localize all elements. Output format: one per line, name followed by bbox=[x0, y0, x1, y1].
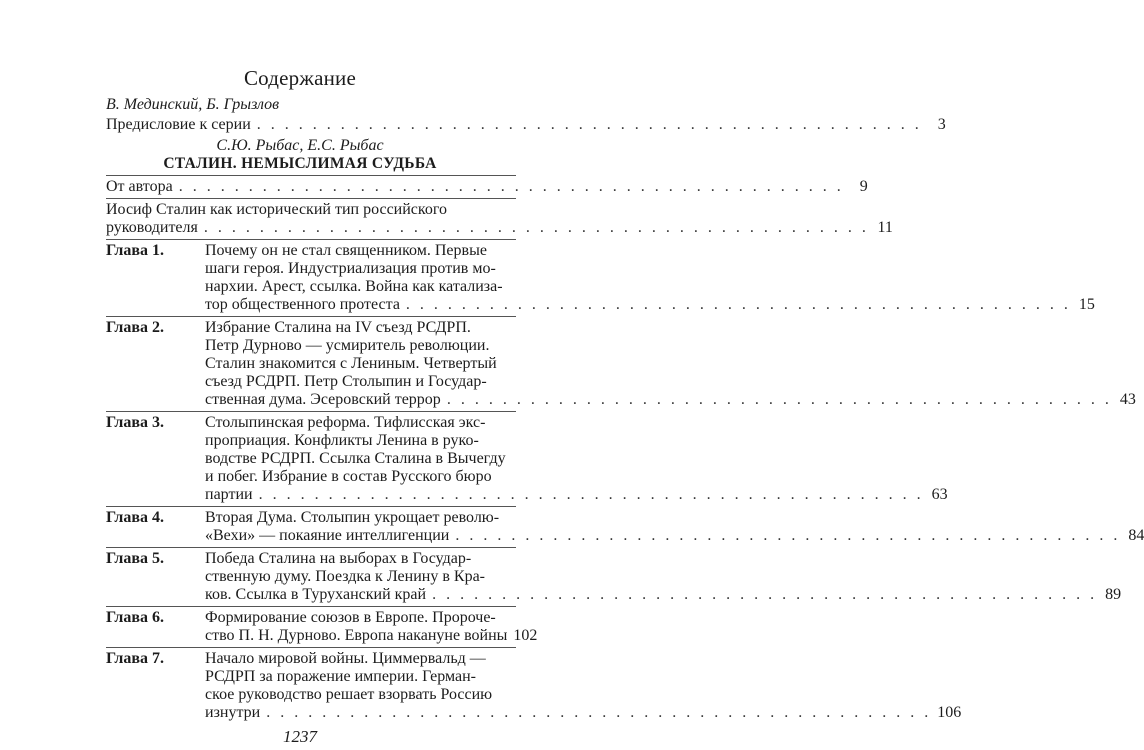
chapter-line: ство П. Н. Дурново. Европа накануне войны bbox=[205, 627, 508, 644]
chapter-line: изнутри bbox=[205, 704, 261, 721]
chapter-line: «Вехи» — покаяние интеллигенции bbox=[205, 527, 450, 544]
chapter-label: Глава 5. bbox=[106, 550, 164, 567]
chapter-line: Петр Дурново — усмиритель революции. bbox=[205, 337, 490, 354]
leader-dots: . . . . . . . . . . . . . . . . . . . . . . . . . . . . . . . . . . . . . . . . . . . . . . . . bbox=[258, 486, 924, 503]
divider bbox=[106, 316, 516, 317]
chapter-label: Глава 2. bbox=[106, 319, 164, 336]
toc-entry-stalin-type[interactable] bbox=[106, 219, 893, 237]
entry-page: 84 bbox=[1128, 527, 1144, 544]
divider bbox=[106, 647, 516, 648]
toc-entry-chapter-3[interactable] bbox=[205, 486, 948, 504]
divider bbox=[106, 606, 516, 607]
chapter-line: проприация. Конфликты Ленина в руко- bbox=[205, 432, 479, 449]
divider bbox=[106, 198, 516, 199]
leader-dots: . . . . . . . . . . . . . . . . . . . . . . . . . . . . . . . . . . . . . . . . . . . . . . . . bbox=[446, 391, 1112, 408]
chapter-line: Формирование союзов в Европе. Пророче- bbox=[205, 609, 496, 626]
toc-entry-chapter-7[interactable] bbox=[205, 704, 962, 722]
entry-page: 11 bbox=[877, 219, 893, 236]
leader-dots: . . . . . . . . . . . . . . . . . . . . . . . . . . . . . . . . . . . . . . . . . . . . . . . . bbox=[266, 704, 932, 721]
chapter-line: ственная дума. Эсеровский террор bbox=[205, 391, 441, 408]
leader-dots: . . . . . . . . . . . . . . . . . . . . . . . . . . . . . . . . . . . . . . . . . . . . . . . . bbox=[455, 527, 1121, 544]
chapter-line: Почему он не стал священником. Первые bbox=[205, 242, 487, 259]
toc-entry-chapter-6[interactable] bbox=[205, 627, 538, 645]
entry-title: руководителя bbox=[106, 219, 198, 236]
leader-dots: . . . . . . . . . . . . . . . . . . . . . . . . . . . . . . . . . . . . . . . . . . . . . . . . bbox=[256, 116, 922, 133]
entry-page: 106 bbox=[937, 704, 962, 721]
page-title: Содержание bbox=[243, 66, 357, 90]
chapter-label: Глава 3. bbox=[106, 414, 164, 431]
divider bbox=[106, 547, 516, 548]
leader-dots: . . . . . . . . . . . . . . . . . . . . . . . . . . . . . . . . . . . . . . . . . . . . . . . . bbox=[178, 178, 844, 195]
toc-entry-chapter-5[interactable] bbox=[205, 586, 1122, 604]
entry-title: От автора bbox=[106, 178, 173, 195]
divider bbox=[106, 506, 516, 507]
chapter-line: ственную думу. Поездка к Ленину в Кра- bbox=[205, 568, 485, 585]
chapter-line: тор общественного протеста bbox=[205, 296, 400, 313]
toc-entry-chapter-1[interactable] bbox=[205, 296, 1095, 314]
toc-entry-chapter-2[interactable] bbox=[205, 391, 1136, 409]
book-authors: С.Ю. Рыбас, Е.С. Рыбас bbox=[216, 137, 384, 154]
entry-page: 15 bbox=[1078, 296, 1095, 313]
chapter-label: Глава 1. bbox=[106, 242, 164, 259]
chapter-line: Избрание Сталина на IV съезд РСДРП. bbox=[205, 319, 471, 336]
chapter-label: Глава 6. bbox=[106, 609, 164, 626]
entry-page: 102 bbox=[513, 627, 538, 644]
entry-title: Предисловие к серии bbox=[106, 116, 251, 133]
book-title: СТАЛИН. НЕМЫСЛИМАЯ СУДЬБА bbox=[163, 155, 437, 172]
chapter-line: съезд РСДРП. Петр Столыпин и Государ- bbox=[205, 373, 487, 390]
chapter-line: шаги героя. Индустриализация против мо- bbox=[205, 260, 496, 277]
intro-authors: В. Мединский, Б. Грызлов bbox=[106, 96, 280, 113]
chapter-line: ское руководство решает взорвать Россию bbox=[205, 686, 493, 703]
chapter-line: Вторая Дума. Столыпин укрощает револю- bbox=[205, 509, 500, 526]
chapter-line: Сталин знакомится с Лениным. Четвертый bbox=[205, 355, 497, 372]
page-number: 1237 bbox=[283, 727, 317, 746]
chapter-label: Глава 7. bbox=[106, 650, 164, 667]
chapter-line: водстве РСДРП. Ссылка Сталина в Вычегду bbox=[205, 450, 506, 467]
toc-entry-preface[interactable] bbox=[106, 116, 946, 134]
divider bbox=[106, 411, 516, 412]
leader-dots: . . . . . . . . . . . . . . . . . . . . . . . . . . . . . . . . . . . . . . . . . . . . . . . . bbox=[432, 586, 1098, 603]
chapter-line: Начало мировой войны. Циммервальд — bbox=[205, 650, 486, 667]
leader-dots: . . . . . . . . . . . . . . . . . . . . . . . . . . . . . . . . . . . . . . . . . . . . . . . . bbox=[405, 296, 1071, 313]
chapter-line: партии bbox=[205, 486, 253, 503]
toc-entry-from-author[interactable] bbox=[106, 178, 868, 196]
chapter-line: и побег. Избрание в состав Русского бюро bbox=[205, 468, 492, 485]
chapter-line: нархии. Арест, ссылка. Война как катализа- bbox=[205, 278, 503, 295]
toc-entry-chapter-4[interactable] bbox=[205, 527, 1144, 545]
entry-page: 63 bbox=[931, 486, 948, 503]
chapter-line: Победа Сталина на выборах в Государ- bbox=[205, 550, 472, 567]
entry-page: 3 bbox=[937, 116, 946, 133]
divider bbox=[106, 239, 516, 240]
leader-dots: . . . . . . . . . . . . . . . . . . . . . . . . . . . . . . . . . . . . . . . . . . . . . . . . bbox=[203, 219, 869, 236]
chapter-line: ков. Ссылка в Туруханский край bbox=[205, 586, 427, 603]
entry-page: 9 bbox=[859, 178, 868, 195]
chapter-line: РСДРП за поражение империи. Герман- bbox=[205, 668, 476, 685]
entry-page: 43 bbox=[1119, 391, 1136, 408]
chapter-line: Столыпинская реформа. Тифлисская экс- bbox=[205, 414, 486, 431]
entry-title-line: Иосиф Сталин как исторический тип российского bbox=[106, 201, 448, 218]
divider bbox=[106, 175, 516, 176]
chapter-label: Глава 4. bbox=[106, 509, 164, 526]
entry-page: 89 bbox=[1105, 586, 1122, 603]
